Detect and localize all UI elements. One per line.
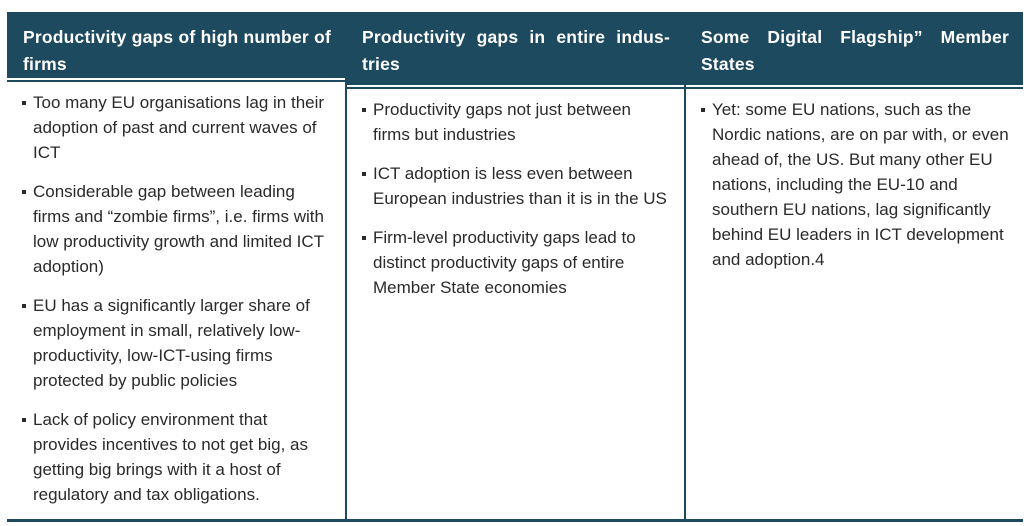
bullet-item: Yet: some EU nations, such as the Nordic nations, are on par with, or even ahead of, the US. But many other EU nations, including the EU-10 and southern EU nations, lag significantly behind EU leaders in ICT development and adoption.4: [700, 97, 1011, 272]
bullet-list: [21, 90, 333, 507]
column-body: [686, 85, 1023, 519]
comparison-table: [7, 12, 1023, 522]
bullet-list: [700, 97, 1011, 272]
bullet-item: ICT adoption is less even between European industries than it is in the US: [361, 161, 672, 211]
column-body: [7, 78, 345, 521]
bullet-item: Firm-level productivity gaps lead to distinct productivity gaps of entire Member State economies: [361, 225, 672, 300]
column-digital-flagship: [684, 12, 1023, 519]
column-header: Some Digital Flagship” Member States: [686, 12, 1023, 85]
column-firm-gaps: [7, 12, 345, 519]
column-body: [347, 85, 684, 519]
column-header: Productivity gaps in entire indus-tries: [347, 12, 684, 85]
column-industry-gaps: [345, 12, 684, 519]
bullet-item: Too many EU organisations lag in their adoption of past and current waves of ICT: [21, 90, 333, 165]
bullet-item: EU has a significantly larger share of employment in small, relatively low-productivity, low-ICT-using firms protected by public policies: [21, 293, 333, 393]
bullet-item: Considerable gap between leading firms and “zombie firms”, i.e. firms with low productivity growth and limited ICT adoption): [21, 179, 333, 279]
bullet-list: [361, 97, 672, 300]
column-header: Productivity gaps of high number of firms: [7, 12, 345, 78]
bullet-item: Productivity gaps not just between firms but industries: [361, 97, 672, 147]
bullet-item: Lack of policy environment that provides incentives to not get big, as getting big brings with it a host of regulatory and tax obligations.: [21, 407, 333, 507]
